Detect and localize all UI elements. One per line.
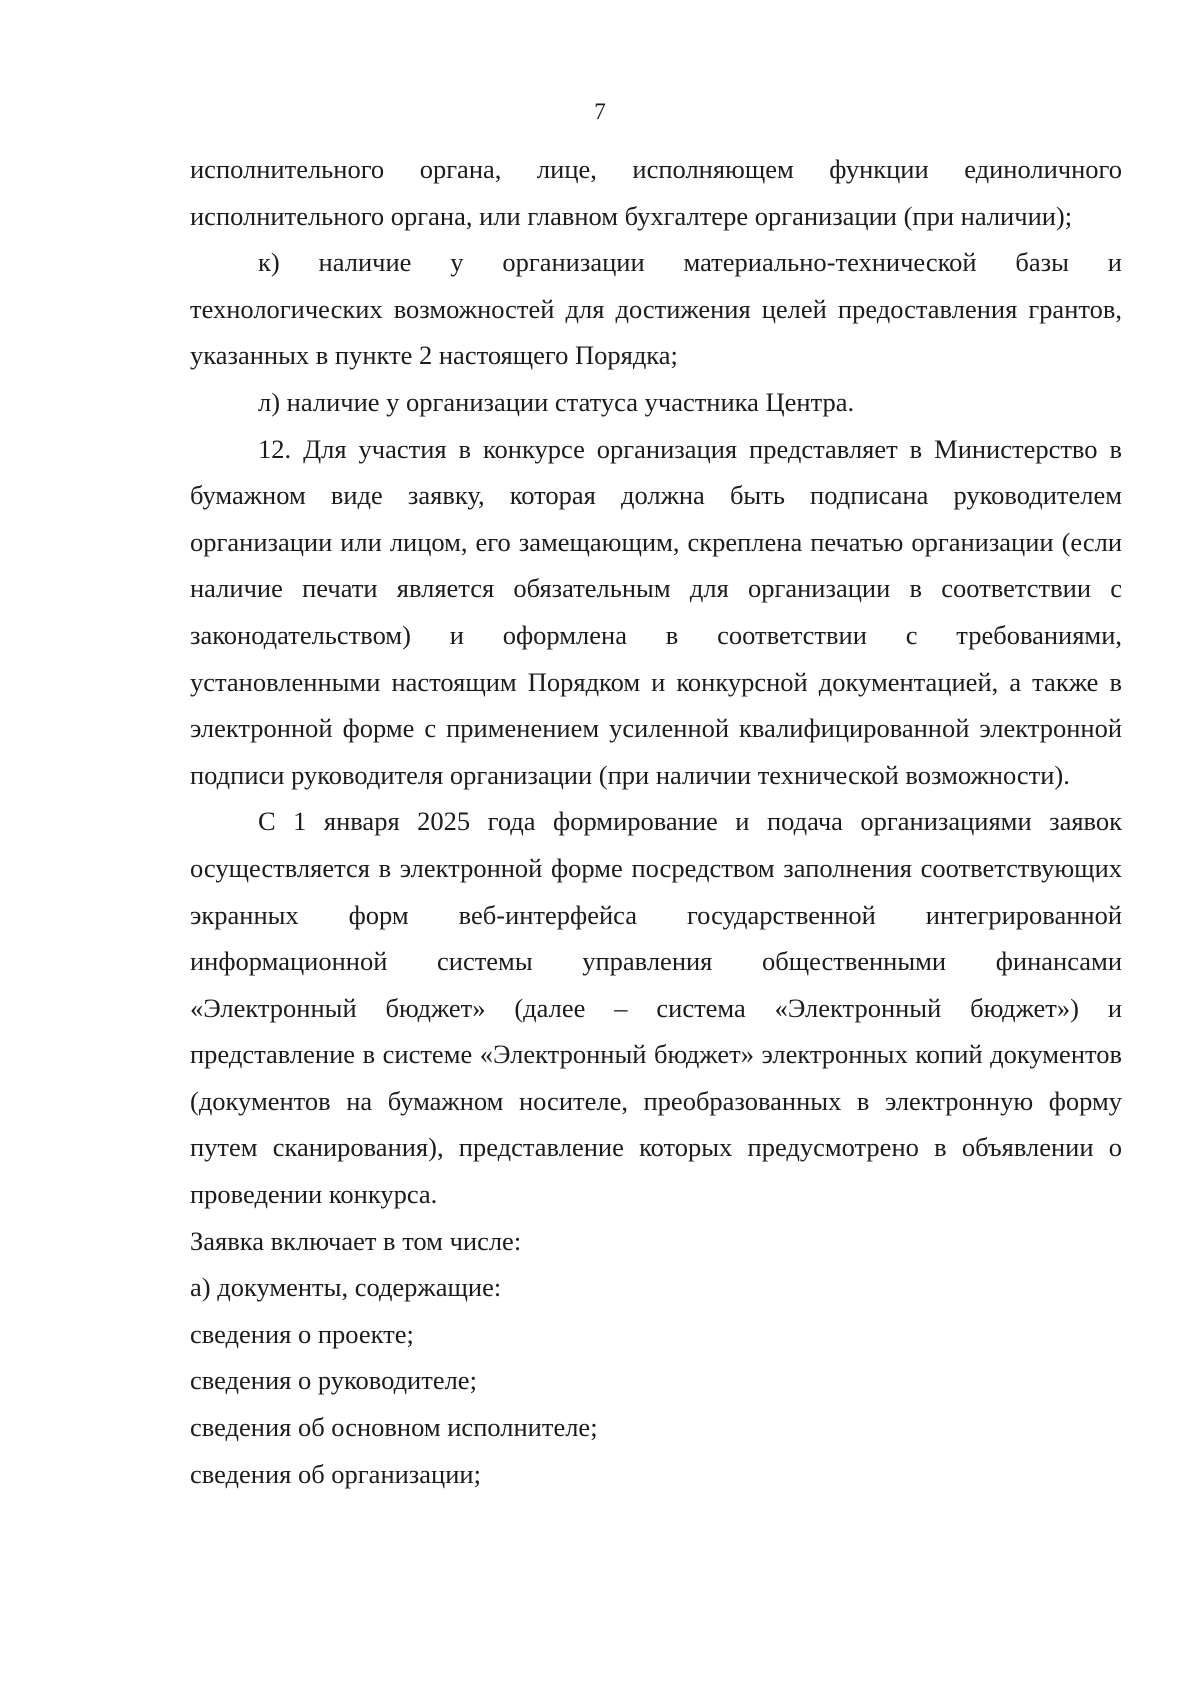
list-item-executor: сведения об основном исполнителе; [190,1412,598,1443]
list-item-project: сведения о проекте; [190,1318,414,1349]
list-item-a: а) документы, содержащие: [190,1272,502,1303]
list-item-head: сведения о руководителе; [190,1365,477,1396]
list-intro: Заявка включает в том числе: [190,1225,522,1256]
paragraph-electronic-budget: С 1 января 2025 года формирование и подача организациями заявок осуществляется в электронной форме посредством заполнения соответствующих экранных форм веб-интерфейса государственной интегрированной информационной системы управления общественными финансами «Электронный бюджет» (далее – система «Электронный бюджет») и представление в системе «Электронный бюджет» электронных копий документов (документов на бумажном носителе, преобразованных в электронную форму путем сканирования), представление которых предусмотрено в объявлении о проведении конкурса. [190,806,1122,1210]
paragraph-12: 12. Для участия в конкурсе организация представляет в Министерство в бумажном виде заявку, которая должна быть подписана руководителем организации или лицом, его замещающим, скреплена печатью организации (если наличие печати является обязательным для организации в соответствии с законодательством) и оформлена в соответствии с требованиями, установленными настоящим Порядком и конкурсной документацией, а также в электронной форме с применением усиленной квалифицированной электронной подписи руководителя организации (при наличии технической возможности). [190,433,1122,790]
paragraph-item-l: л) наличие у организации статуса участника Центра. [258,386,855,417]
list-item-organization: сведения об организации; [190,1458,481,1489]
paragraph-continuation: исполнительного органа, лице, исполняющем функции единоличного исполнительного органа, или главном бухгалтере организации (при наличии); [190,154,1122,231]
paragraph-item-k: к) наличие у организации материально-технической базы и технологических возможностей для достижения целей предоставления грантов, указанных в пункте 2 настоящего Порядка; [190,247,1122,371]
document-body [190,146,1122,1497]
page-number: 7 [594,99,606,124]
